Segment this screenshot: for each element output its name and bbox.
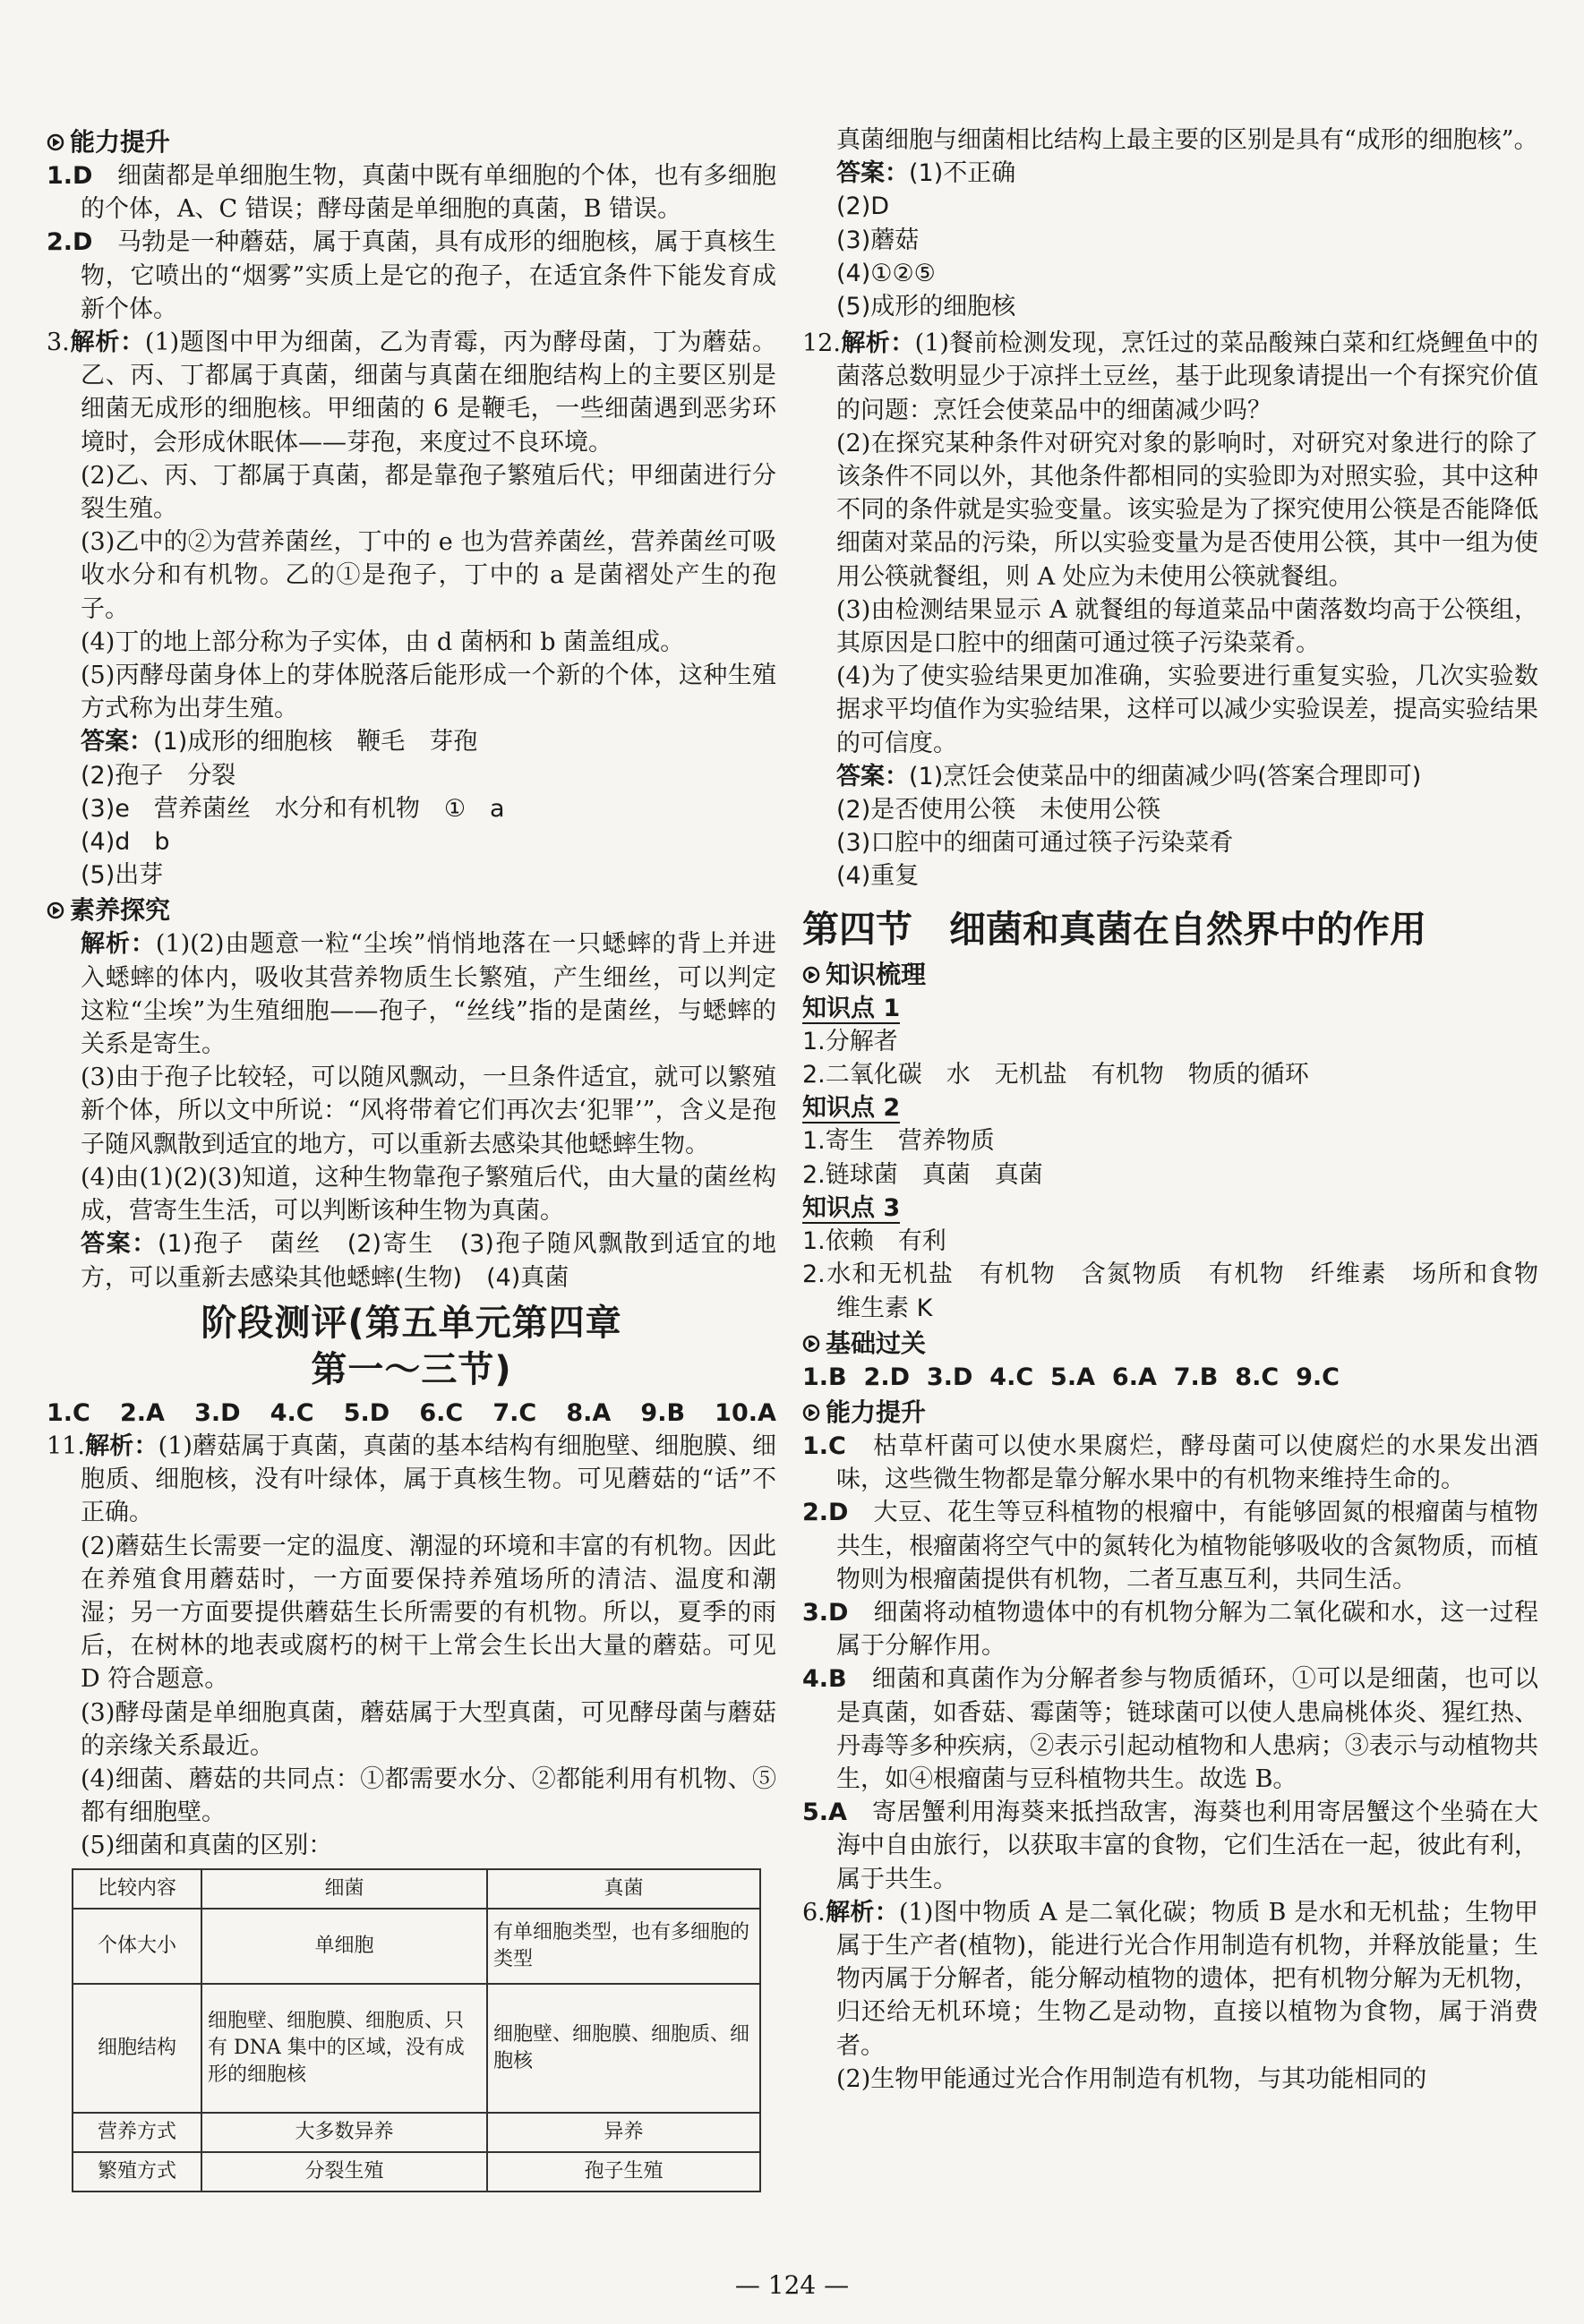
table-header-cell: 比较内容 <box>73 1869 201 1909</box>
table-cell: 细胞壁、细胞膜、细胞质、细胞核 <box>487 1984 760 2113</box>
analysis-paragraph: 真菌细胞与细菌相比结构上最主要的区别是具有“成形的细胞核”。 <box>836 126 1538 154</box>
answer-item-r2: 2.D 大豆、花生等豆科植物的根瘤中，有能够固氮的根瘤菌与植物共生，根瘤菌将空气中的氮转化为植物能够吸收的含氮物质，而植物则为根瘤菌提供有机物，二者互惠互利，共同生活。 <box>802 1499 1539 1593</box>
mc-answer: 7.B <box>1173 1363 1219 1391</box>
knowledge-line: 1.寄生 营养物质 <box>802 1127 995 1156</box>
mc-answer: 7.C <box>492 1398 537 1427</box>
analysis-paragraph: (2)蘑菇生长需要一定的温度、潮湿的环境和丰富的有机物。因此在养殖食用蘑菇时，一方面要保持养殖场所的清洁、温度和潮湿；另一方面要提供蘑菇生长所需要的有机物。所以，夏季的雨后，在树林的地表或腐朽的树干上常会生长出大量的蘑菇。可见 D 符合题意。 <box>81 1532 776 1694</box>
mc-answer: 6.C <box>419 1398 464 1427</box>
table-header-cell: 真菌 <box>487 1869 760 1909</box>
section-heading-ability: 能力提升 <box>47 125 776 159</box>
answer-item-1: 1.D 细菌都是单细胞生物，真菌中既有单细胞的个体，也有多细胞的个体，A、C 错误；酵母菌是单细胞的真菌，B 错误。 <box>47 162 777 224</box>
mc-answer: 6.A <box>1111 1363 1157 1391</box>
analysis-paragraph: (4)细菌、蘑菇的共同点：①都需要水分、②都能利用有机物、⑤都有细胞壁。 <box>81 1764 776 1827</box>
left-column <box>47 124 776 2192</box>
answer-line: (3)口腔中的细菌可通过筷子污染菜肴 <box>836 829 1234 858</box>
knowledge-line: 2.水和无机盐 有机物 含氮物质 有机物 纤维素 场所和食物 维生素 K <box>802 1260 1563 1322</box>
mc-answer: 2.D <box>863 1363 910 1391</box>
table-cell: 细胞壁、细胞膜、细胞质、只有 DNA 集中的区域，没有成形的细胞核 <box>201 1984 487 2113</box>
mc-answer: 10.A <box>715 1398 776 1427</box>
mc-answer: 8.A <box>566 1398 612 1427</box>
analysis-paragraph: (2)生物甲能通过光合作用制造有机物，与其功能相同的 <box>836 2064 1427 2093</box>
table-cell: 繁殖方式 <box>73 2152 201 2192</box>
table-cell: 营养方式 <box>73 2113 201 2152</box>
answer-item-2: 2.D 马勃是一种蘑菇，属于真菌，具有成形的细胞核，属于真核生物，它喷出的“烟雾”实质上是它的孢子，在适宜条件下能发育成新个体。 <box>47 228 777 323</box>
mc-answer: 5.A <box>1050 1363 1095 1391</box>
mc-answer: 1.B <box>802 1363 847 1391</box>
mc-answer: 9.C <box>1296 1363 1340 1391</box>
multiple-choice-answers <box>802 1361 1340 1394</box>
page-number: — 124 — <box>734 2270 850 2300</box>
analysis-paragraph: (4)为了使实验结果更加准确，实验要进行重复实验，几次实验数据求平均值作为实验结果，这样可以减少实验误差，提高实验结果的可信度。 <box>836 662 1538 757</box>
table-row <box>73 1909 760 1984</box>
answer-item-3: 3.解析：(1)题图中甲为细菌，乙为青霉，丙为酵母菌，丁为蘑菇。乙、丙、丁都属于真菌，细菌与真菌在细胞结构上的主要区别是细菌无成形的细胞核。甲细菌的 6 是鞭毛，一些细菌遇到恶劣环境时，会形成休眠体——芽孢，来度过不良环境。 <box>47 329 776 457</box>
answer-line: 答案：(1)烹饪会使菜品中的细菌减少吗(答案合理即可) <box>836 762 1422 790</box>
answer-line: (4)重复 <box>836 862 920 891</box>
answer-line: (2)D <box>836 192 890 221</box>
mc-answer: 3.D <box>926 1363 973 1391</box>
table-row <box>73 2152 760 2192</box>
analysis-paragraph: (2)在探究某种条件对研究对象的影响时，对研究对象进行的除了该条件不同以外，其他条件都相同的实验即为对照实验，其中这种不同的条件就是实验变量。该实验是为了探究使用公筷是否能降低细菌对菜品的污染，所以实验变量为是否使用公筷，其中一组为使用公筷就餐组，则 A 处应为未使用公筷就餐组。 <box>836 429 1538 591</box>
analysis-paragraph: (4)丁的地上部分称为子实体，由 d 菌柄和 b 菌盖组成。 <box>81 628 685 656</box>
section-marker-icon <box>802 966 820 984</box>
chapter-title: 第四节 细菌和真菌在自然界中的作用 <box>802 907 1426 951</box>
section-heading-inquiry: 素养探究 <box>47 893 776 927</box>
table-cell: 分裂生殖 <box>201 2152 487 2192</box>
answer-line: (2)是否使用公筷 未使用公筷 <box>836 796 1161 825</box>
knowledge-line: 2.链球菌 真菌 真菌 <box>802 1160 1043 1189</box>
analysis-paragraph: (3)乙中的②为营养菌丝，丁中的 e 也为营养菌丝，营养菌丝可吸收水分和有机物。乙的①是孢子，丁中的 a 是菌褶处产生的孢子。 <box>81 528 776 623</box>
answer-line: (4)①②⑤ <box>836 259 936 287</box>
table-header-cell: 细菌 <box>201 1869 487 1909</box>
answer-item-r4: 4.B 细菌和真菌作为分解者参与物质循环，①可以是细菌，也可以是真菌，如香菇、霉菌等；链球菌可以使人患扁桃体炎、猩红热、丹毒等多种疾病，②表示引起动植物和人患病；③表示与动植物共生，如④根瘤菌与豆科植物共生。故选 B。 <box>802 1665 1539 1793</box>
mc-answer: 4.C <box>989 1363 1034 1391</box>
answer-line: (3)e 营养菌丝 水分和有机物 ① a <box>81 794 505 823</box>
stage-test-title-line-2: 第一～三节) <box>311 1348 512 1390</box>
section-heading-knowledge: 知识梳理 <box>802 958 1538 992</box>
mc-answer: 2.A <box>120 1398 165 1427</box>
answer-item-r5: 5.A 寄居蟹利用海葵来抵挡敌害，海葵也利用寄居蟹这个坐骑在大海中自由旅行，以获取丰富的食物，它们生活在一起，彼此有利，属于共生。 <box>802 1799 1539 1893</box>
right-column <box>802 124 1563 2096</box>
mc-answer: 9.B <box>640 1398 686 1427</box>
multiple-choice-answers <box>47 1397 776 1430</box>
analysis-paragraph: (5)细菌和真菌的区别： <box>81 1832 333 1860</box>
table-row <box>73 1984 760 2113</box>
mc-answer: 5.D <box>343 1398 390 1427</box>
table-cell: 有单细胞类型，也有多细胞的类型 <box>487 1909 760 1984</box>
section-marker-icon <box>47 901 64 919</box>
analysis-paragraph: 解析：(1)(2)由题意一粒“尘埃”悄悄地落在一只蟋蟀的背上并进入蟋蟀的体内，吸收其营养物质生长繁殖，产生细丝，可以判定这粒“尘埃”为生殖细胞——孢子，“丝线”指的是菌丝，与蟋蟀的关系是寄生。 <box>81 930 776 1059</box>
table-cell: 大多数异养 <box>201 2113 487 2152</box>
answer-item-11: 11.解析：(1)蘑菇属于真菌，真菌的基本结构有细胞壁、细胞膜、细胞质、细胞核，没有叶绿体，属于真核生物。可见蘑菇的“话”不正确。 <box>47 1431 776 1527</box>
analysis-paragraph: (5)丙酵母菌身体上的芽体脱落后能形成一个新的个体，这种生殖方式称为出芽生殖。 <box>81 662 776 723</box>
answer-line: (2)孢子 分裂 <box>81 761 236 790</box>
answer-line: (5)成形的细胞核 <box>836 293 1016 321</box>
mc-answer: 8.C <box>1235 1363 1280 1391</box>
answer-item-r6: 6.解析：(1)图中物质 A 是二氧化碳；物质 B 是水和无机盐；生物甲属于生产者(植物)，能进行光合作用制造有机物，并释放能量；生物丙属于分解者，能分解动植物的遗体，把有机物分解为无机物，归还给无机环境；生物乙是动物，直接以植物为食物，属于消费者。 <box>802 1898 1539 2060</box>
table-cell: 细胞结构 <box>73 1984 201 2113</box>
answer-item-r1: 1.C 枯草杆菌可以使水果腐烂，酵母菌可以使腐烂的水果发出酒味，这些微生物都是靠分解水果中的有机物来维持生命的。 <box>802 1431 1539 1494</box>
answer-line: (4)d b <box>81 828 170 857</box>
table-cell: 单细胞 <box>201 1909 487 1984</box>
knowledge-line: 1.分解者 <box>802 1027 898 1055</box>
analysis-paragraph: (3)由检测结果显示 A 就餐组的每道菜品中菌落数均高于公筷组，其原因是口腔中的细菌可通过筷子污染菜肴。 <box>836 595 1538 658</box>
stage-test-title-line-1: 阶段测评(第五单元第四章 <box>201 1302 622 1344</box>
answer-line: 答案：(1)成形的细胞核 鞭毛 芽孢 <box>81 728 478 756</box>
knowledge-line: 1.依赖 有利 <box>802 1227 946 1256</box>
answer-line: 答案：(1)不正确 <box>836 159 1016 188</box>
analysis-paragraph: (2)乙、丙、丁都属于真菌，都是靠孢子繁殖后代；甲细菌进行分裂生殖。 <box>81 461 776 524</box>
answer-line: (3)蘑菇 <box>836 226 920 254</box>
answer-line: (5)出芽 <box>81 861 164 890</box>
table-row <box>73 2113 760 2152</box>
table-cell: 孢子生殖 <box>487 2152 760 2192</box>
section-marker-icon <box>47 133 64 151</box>
knowledge-point-label: 知识点 1 <box>802 994 901 1022</box>
knowledge-point-label: 知识点 3 <box>802 1193 901 1222</box>
answer-item-r3: 3.D 细菌将动植物遗体中的有机物分解为二氧化碳和水，这一过程属于分解作用。 <box>802 1598 1539 1661</box>
section-marker-icon <box>802 1335 820 1353</box>
mc-answer: 3.D <box>194 1398 241 1427</box>
knowledge-point-label: 知识点 2 <box>802 1094 901 1123</box>
table-cell: 异养 <box>487 2113 760 2152</box>
knowledge-line: 2.二氧化碳 水 无机盐 有机物 物质的循环 <box>802 1061 1309 1089</box>
mc-answer: 1.C <box>47 1398 90 1427</box>
section-heading-basic: 基础过关 <box>802 1327 1538 1361</box>
mc-answer: 4.C <box>270 1398 314 1427</box>
answer-item-12: 12.解析：(1)餐前检测发现，烹饪过的菜品酸辣白菜和红烧鲤鱼中的菌落总数明显少于凉拌土豆丝，基于此现象请提出一个有探究价值的问题：烹饪会使菜品中的细菌减少吗？ <box>802 329 1538 424</box>
comparison-table <box>72 1868 761 2192</box>
analysis-paragraph: (3)酵母菌是单细胞真菌，蘑菇属于大型真菌，可见酵母菌与蘑菇的亲缘关系最近。 <box>81 1698 776 1760</box>
table-cell: 个体大小 <box>73 1909 201 1984</box>
table-header-row <box>73 1869 760 1909</box>
section-marker-icon <box>802 1404 820 1422</box>
analysis-paragraph: (4)由(1)(2)(3)知道，这种生物靠孢子繁殖后代，由大量的菌丝构成，营寄生生活，可以判断该种生物为真菌。 <box>81 1163 776 1226</box>
section-heading-ability-2: 能力提升 <box>802 1396 1538 1430</box>
answer-line: 答案：(1)孢子 菌丝 (2)寄生 (3)孢子随风飘散到适宜的地方，可以重新去感染其他蟋蟀(生物) (4)真菌 <box>81 1230 776 1292</box>
analysis-paragraph: (3)由于孢子比较轻，可以随风飘动，一旦条件适宜，就可以繁殖新个体，所以文中所说：“风将带着它们再次去‘犯罪’”，含义是孢子随风飘散到适宜的地方，可以重新去感染其他蟋蟀生物。 <box>81 1064 776 1158</box>
